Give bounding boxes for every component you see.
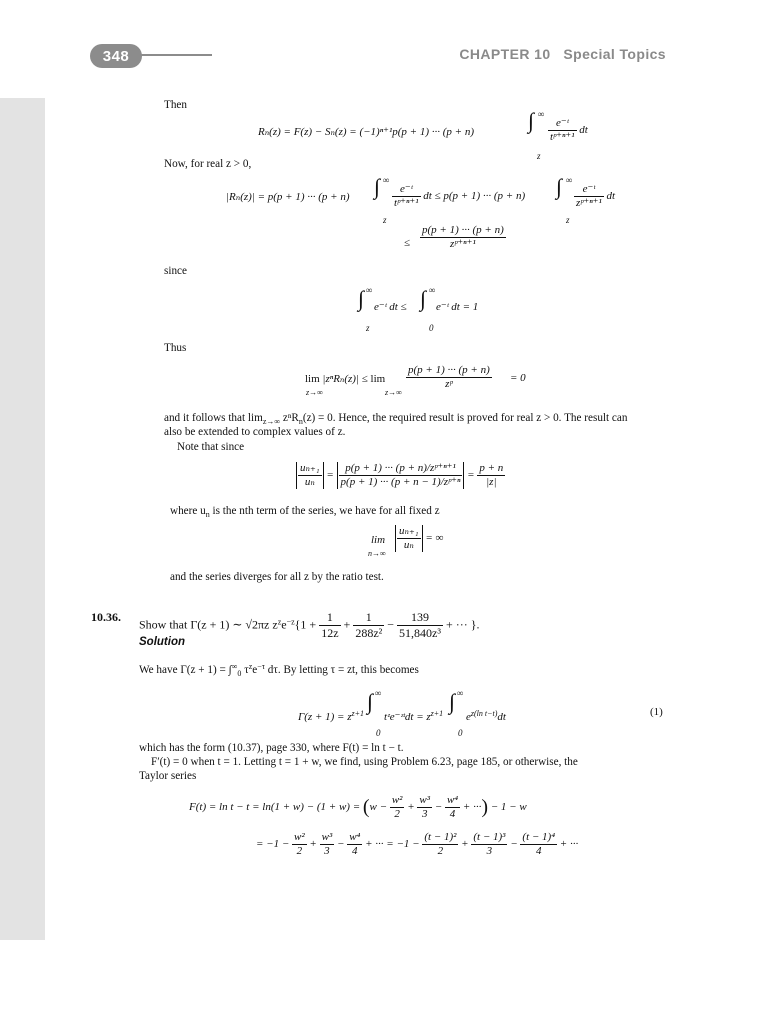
text-we-have: We have $\Gamma(z + 1) = \int^\infty_0$ $\tau^ze^{-\tau}$ dτ. By letting τ = zt, this becomes <box>139 662 419 678</box>
eq2-fraction-1: $\frac{\text{e⁻ᵗ}}{\text{tᵖ⁺ⁿ⁺¹}}$ dt ≤ p(p + 1) ··· (p + n) <box>394 183 526 209</box>
eq8-lower-limit-2: 0 <box>458 728 463 738</box>
eq5-sub-1: z→∞ <box>306 388 323 397</box>
eq1-integral: ∫ <box>528 108 535 133</box>
text-now-for-real: Now, for real z > 0, <box>164 158 252 170</box>
solution-label: Solution <box>139 636 185 648</box>
eq8-upper-limit-1: ∞ <box>375 688 382 698</box>
eq2-fraction-2: $\frac{\text{e⁻ᵗ}}{\text{zᵖ⁺ⁿ⁺¹}}$ dt <box>576 183 616 209</box>
left-margin-band <box>0 98 45 940</box>
eq3-fraction: $\frac{p(p + 1) \cdot\cdot\cdot (p + n)}{\text{zᵖ⁺ⁿ⁺¹}}$ <box>422 224 504 250</box>
eq7-sub: n→∞ <box>368 549 386 558</box>
problem-number: 10.36. <box>91 610 121 624</box>
eq2-lhs: |Rₙ(z)| = p(p + 1) ··· (p + n) <box>226 191 350 203</box>
eq8-integral-2: ∫ <box>449 689 456 714</box>
eq1-lower-limit: z <box>537 151 541 161</box>
eq4-lower-limit-2: 0 <box>429 323 434 333</box>
eq3-leq: ≤ <box>404 237 411 249</box>
eq4-lower-limit-1: z <box>366 323 370 333</box>
eq1-lhs: Rₙ(z) = F(z) − Sₙ(z) = (−1)ⁿ⁺¹p(p + 1) ··· (p + n) <box>258 126 475 138</box>
chapter-title: CHAPTER 10 Special Topics <box>459 46 666 62</box>
eq2-integral-1: ∫ <box>374 174 381 199</box>
eq4-rhs: e⁻ᵗ dt = 1 <box>436 301 479 313</box>
eq2-lower-limit-2: z <box>566 215 570 225</box>
eq10: = −1 − $\frac{\text{w²}}{2}$ + $\frac{\text{w³}}{3}$ − $\frac{\text{w⁴}}{4}$ + ··· = −1 − $\frac{\text{(t − 1)²}}{2}$ + $\frac{\text{(t − 1)³}}{3}$ − $\frac{\text{(t − 1)⁴}}{4}$ + ··· <box>256 831 579 857</box>
text-fprime: F′(t) = 0 when t = 1. Letting t = 1 + w, we find, using Problem 6.23, page 185, or otherwise, the <box>151 756 578 768</box>
eq9: F(t) = ln t − t = ln(1 + w) − (1 + w) = (w − $\frac{\text{w²}}{2}$ + $\frac{\text{w³}}{3}$ − $\frac{\text{w⁴}}{4}$ + ···) − 1 − w <box>189 794 527 820</box>
eq1-upper-limit: ∞ <box>538 109 545 119</box>
eq5-lhs: lim |zⁿRₙ(z)| ≤ lim <box>305 373 386 385</box>
eq4-lhs: e⁻ᵗ dt ≤ <box>374 301 407 313</box>
eq8-upper-limit-2: ∞ <box>457 688 464 698</box>
problem-statement: Show that Γ(z + 1) ∼ √2πz $z^ze^{-z}\{1$ + $\frac{1}{12z}$ + $\frac{1}{\text{288z²}}$ − $\frac{139}{\text{51,840z³}}$ + ··· }. <box>139 610 480 640</box>
text-where: where $u_n$ is the nth term of the series, we have for all fixed z <box>170 505 440 519</box>
eq7-ratio: $\frac{\text{uₙ₊₁}}{\text{uₙ}}$ = ∞ <box>395 525 443 552</box>
text-taylor: Taylor series <box>139 770 197 782</box>
equation-number: (1) <box>650 706 663 718</box>
page-number-badge: 348 <box>90 44 142 68</box>
eq1-fraction: $\frac{\text{e⁻ᵗ}}{\text{tᵖ⁺ⁿ⁺¹}}$ dt <box>550 117 588 143</box>
eq2-upper-limit-1: ∞ <box>383 175 390 185</box>
eq2-upper-limit-2: ∞ <box>566 175 573 185</box>
header-rule <box>138 54 212 56</box>
eq5-fraction: $\frac{p(p + 1) \cdot\cdot\cdot (p + n)}{\text{zᵖ}}$ <box>408 364 490 390</box>
eq4-upper-limit-1: ∞ <box>366 285 373 295</box>
eq6-ratio: $\frac{\text{uₙ₊₁}}{\text{uₙ}}$ = $\frac{\text{p(p + 1) ··· (p + n)/zᵖ⁺ⁿ⁺¹}}{\text{p(p + 1) ··· (p + n − 1)/zᵖ⁺ⁿ}}$ = $\frac{p + n}{|z|}$ <box>296 462 505 489</box>
eq4-integral-1: ∫ <box>358 286 365 311</box>
text-follows-line-1: and it follows that $\lim_{z\to\infty} z^nR_n(z) = 0$. Hence, the required result is proved for real z > 0. The result can <box>164 412 628 426</box>
eq4-integral-2: ∫ <box>420 286 427 311</box>
text-note: Note that since <box>177 441 245 453</box>
text-thus: Thus <box>164 342 187 354</box>
eq8-mid: tᶻe⁻ᶻᵗdt = $z^{z+1}$ <box>384 709 444 723</box>
text-since: since <box>164 265 187 277</box>
eq5-result: = 0 <box>510 372 526 384</box>
text-diverges: and the series diverges for all z by the ratio test. <box>170 571 384 583</box>
eq8-integral-1: ∫ <box>367 689 374 714</box>
eq7-lim: lim <box>371 534 386 546</box>
eq2-lower-limit-1: z <box>383 215 387 225</box>
text-follows-line-2: also be extended to complex values of z. <box>164 426 346 438</box>
eq2-integral-2: ∫ <box>556 174 563 199</box>
eq8-lhs: $\Gamma(z + 1) = z^{z+1}$ <box>298 709 365 723</box>
text-then: Then <box>164 99 187 111</box>
eq8-rhs: $e^{z(ln t-t)}dt$ <box>466 709 506 723</box>
eq4-upper-limit-2: ∞ <box>429 285 436 295</box>
text-which-has: which has the form (10.37), page 330, where F(t) = ln t − t. <box>139 742 404 754</box>
eq8-lower-limit-1: 0 <box>376 728 381 738</box>
eq5-sub-2: z→∞ <box>385 388 402 397</box>
